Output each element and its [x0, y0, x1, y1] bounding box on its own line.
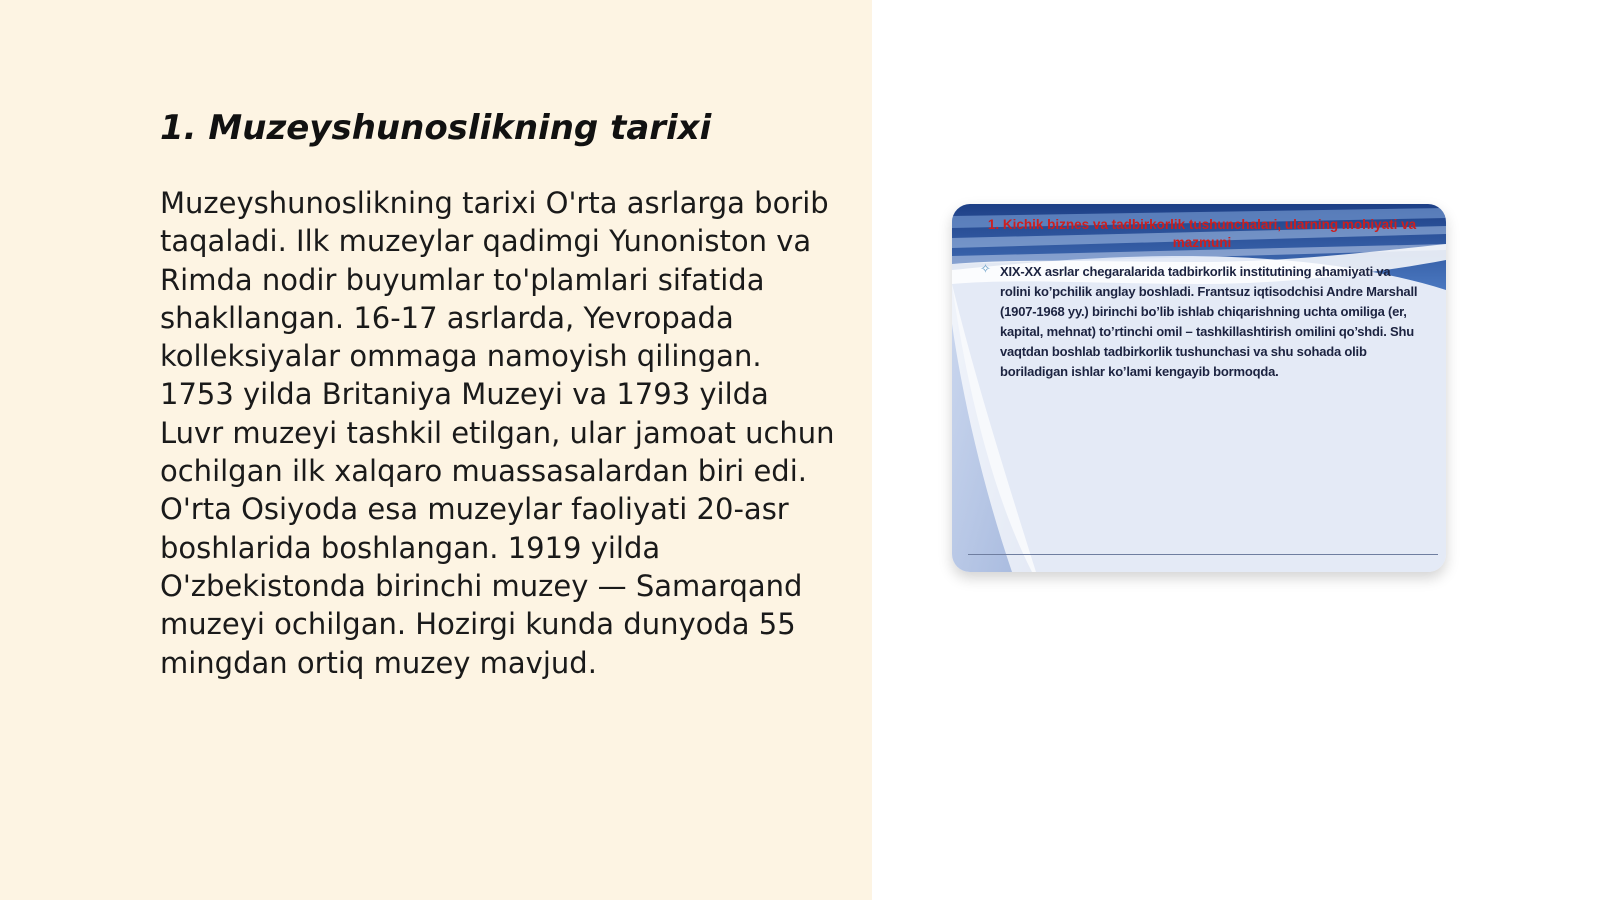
embedded-slide-text: XIX-XX asrlar chegaralarida tadbirkorlik institutining ahamiyati va rolini ko’pchilik anglay boshladi. Frantsuz iqtisodchisi Andre Marshall (1907-1968 yy.) birinchi bo’lib ishlab chiqarishning uchta omiliga (er, kapital, mehnat) to’rtinchi omil – tashkillashtirish omilini qo’shdi. Shu vaqtdan boshlab tadbirkorlik tushunchasi va shu sohada olib boriladigan ishlar ko’lami kengayib bormoqda. [1000, 264, 1418, 379]
embedded-slide-background [952, 204, 1446, 572]
embedded-slide-title: 1. Kichik biznes va tadbirkorlik tushunchalari, ularning mohiyati va mazmuni [987, 217, 1417, 250]
slide-body-text: Muzeyshunoslikning tarixi O'rta asrlarga borib taqaladi. Ilk muzeylar qadimgi Yunoniston va Rimda nodir buyumlar to'plamlari sifatida shakllangan. 16-17 asrlarda, Yevropada kolleksiyalar ommaga namoyish qilingan. 1753 yilda Britaniya Muzeyi va 1793 yilda Luvr muzeyi tashkil etilgan, ular jamoat uchun ochilgan ilk xalqaro muassasalardan biri edi. O'rta Osiyoda esa muzeylar faoliyati 20-asr boshlarida boshlangan. 1919 yilda O'zbekistonda birinchi muzey — Samarqand muzeyi ochilgan. Hozirgi kunda dunyoda 55 mingdan ortiq muzey mavjud. [160, 186, 835, 680]
diamond-bullet-icon: ✧ [980, 262, 991, 277]
embedded-slide-image [952, 204, 1446, 572]
slide-title: 1. Muzeyshunoslikning tarixi [160, 108, 712, 148]
embedded-slide-divider [968, 554, 1438, 555]
